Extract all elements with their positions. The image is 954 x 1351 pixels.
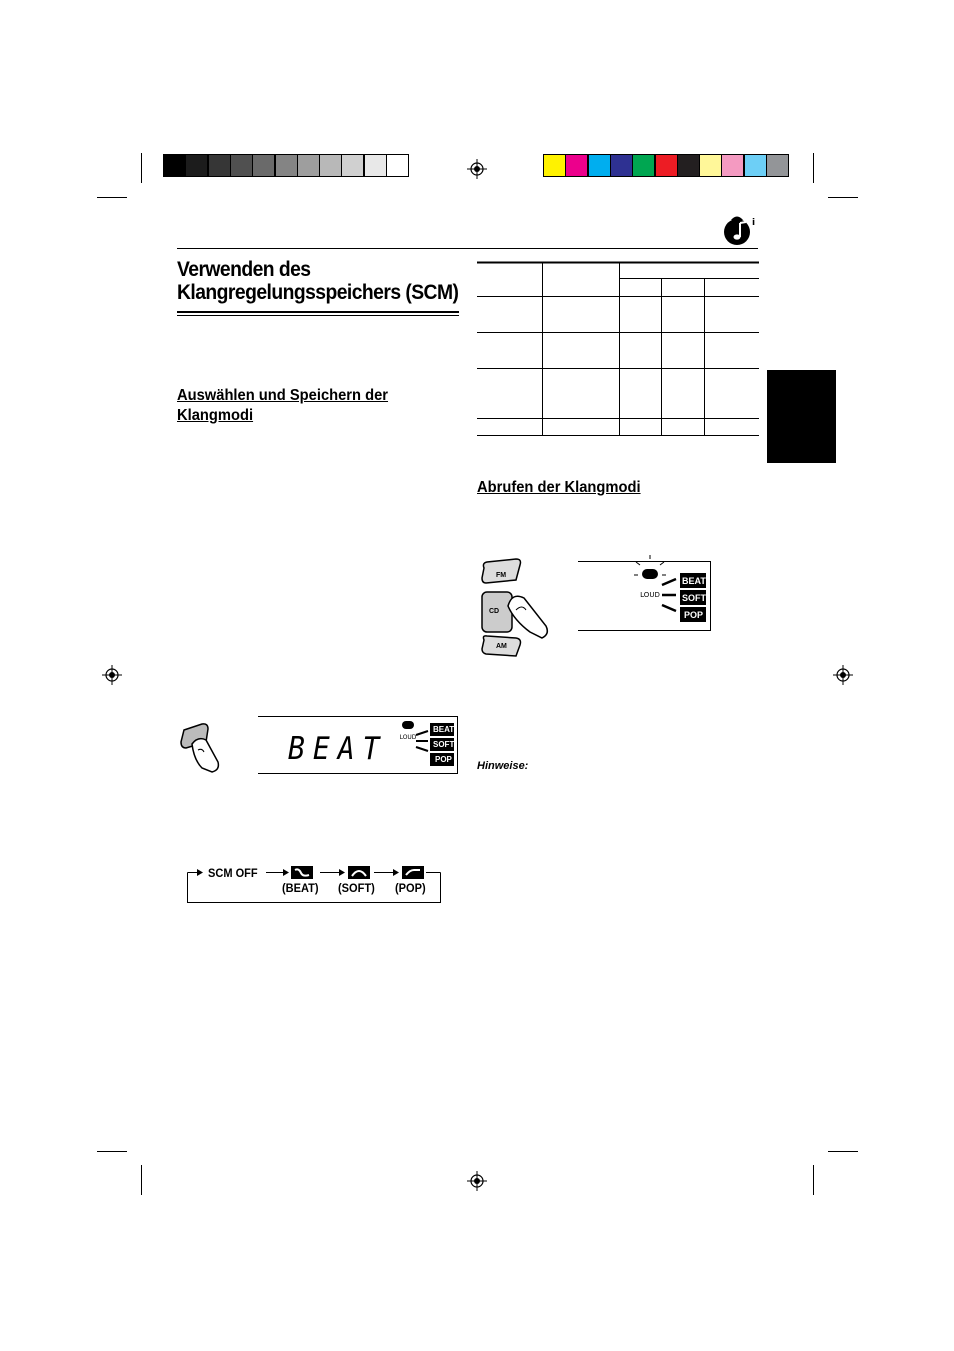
soft-indicator-label: SOFT [433,740,455,749]
color-swatch [722,155,743,176]
gray-swatch [298,155,319,176]
registration-mark-icon [467,1171,487,1191]
lcd-display [258,716,458,774]
color-swatch [700,155,721,176]
notes-heading: Hinweise: [477,760,529,772]
lcd-main-text: BEAT [288,730,388,767]
color-swatch [656,155,677,176]
crop-mark [828,197,858,198]
color-swatch [544,155,565,176]
color-swatch [589,155,610,176]
cd-button[interactable]: CD [489,608,500,615]
crop-mark [813,1165,814,1195]
svg-text:LOUD: LOUD [640,591,660,599]
flow-label-soft: (SOFT) [338,881,375,895]
color-swatch [745,155,766,176]
crop-mark [141,153,142,183]
language-tab [767,370,836,463]
header-rule [177,248,758,249]
soft-curve-icon [348,866,370,879]
svg-text:LOUD: LOUD [399,734,417,741]
gray-swatch [365,155,386,176]
pop-indicator-label: POP [435,755,452,764]
color-swatch [611,155,632,176]
registration-mark-icon [467,159,487,179]
am-button[interactable]: AM [496,643,507,650]
gray-swatch [342,155,363,176]
gray-swatch [276,155,297,176]
title-rule [177,311,459,313]
crop-mark [97,197,127,198]
registration-mark-icon [833,665,853,685]
music-note-icon [721,211,761,247]
gray-swatch [320,155,341,176]
scm-button-illustration [178,722,222,774]
flow-label-scm-off: SCM OFF [208,866,258,880]
lcd-display-recall [578,561,711,631]
svg-text:i: i [752,218,756,228]
section-heading-select: Auswählen und Speichern der Klangmodi [177,387,389,424]
beat-curve-icon [291,866,313,879]
section-heading-recall: Abrufen der Klangmodi [477,479,641,496]
gray-swatch [387,155,408,176]
fm-button[interactable]: FM [496,572,507,579]
pop-indicator-label: POP [684,610,704,620]
soft-indicator-label: SOFT [682,593,706,603]
color-swatch [566,155,587,176]
gray-swatch [231,155,252,176]
crop-mark [828,1151,858,1152]
pop-curve-icon [402,866,424,879]
gray-swatch [164,155,185,176]
registration-mark-icon [102,665,122,685]
color-swatch [633,155,654,176]
gray-swatch [253,155,274,176]
crop-mark [97,1151,127,1152]
beat-indicator-label: BEAT [682,576,706,586]
crop-mark [813,153,814,183]
beat-indicator-label: BEAT [433,725,455,734]
gray-swatch [209,155,230,176]
gray-swatch [186,155,207,176]
color-swatch [767,155,788,176]
crop-mark [141,1165,142,1195]
color-swatch [678,155,699,176]
settings-table [477,258,759,440]
page-title: Verwenden des Klangregelungsspeichers (SCM) [177,258,459,304]
flow-label-pop: (POP) [395,881,426,895]
flow-label-beat: (BEAT) [282,881,319,895]
title-rule [177,315,459,316]
